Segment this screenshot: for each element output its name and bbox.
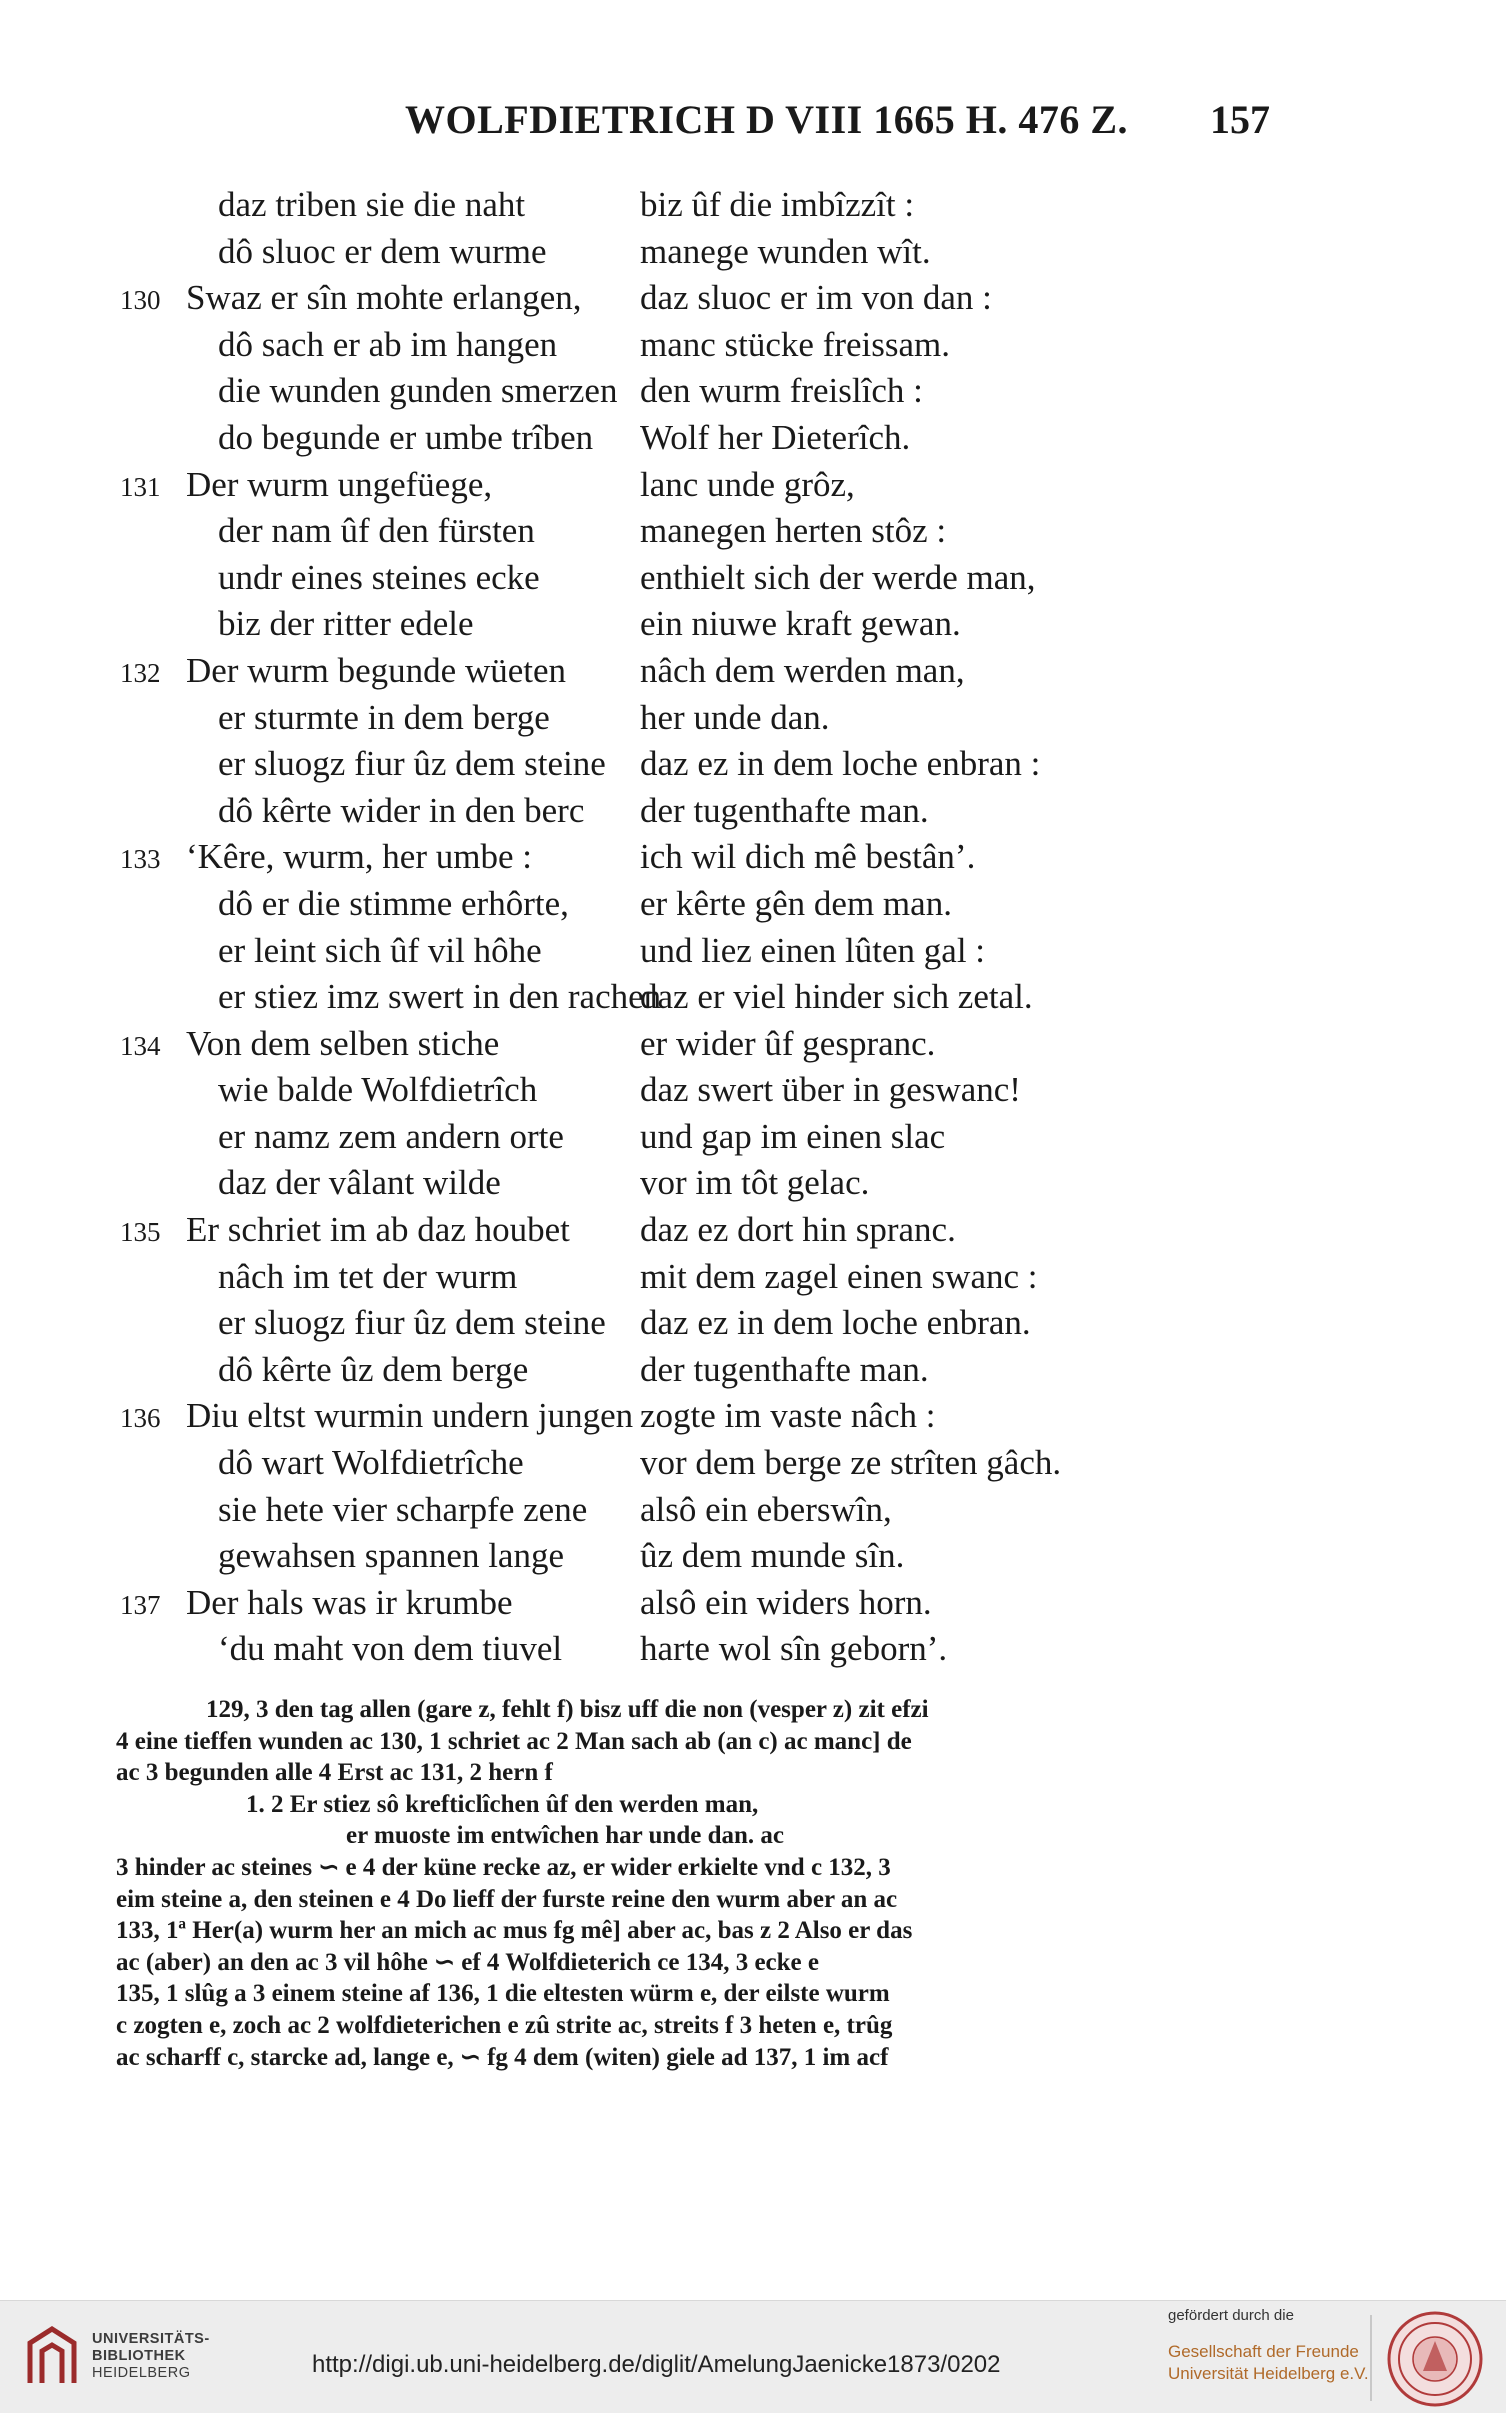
verse-second-half: daz swert über in geswanc! xyxy=(640,1070,1021,1110)
verse-second-half: alsô ein widers horn. xyxy=(640,1582,932,1622)
verse-second-half: mit dem zagel einen swanc : xyxy=(640,1256,1038,1296)
stanza-number: 136 xyxy=(120,1403,161,1434)
verse-second-half: lanc unde grôz, xyxy=(640,464,855,504)
verse-second-half: und gap im einen slac xyxy=(640,1116,946,1156)
verse-second-half: ich wil dich mê bestân’. xyxy=(640,837,976,877)
page-number: 157 xyxy=(1210,97,1270,142)
verse-first-half: biz der ritter edele xyxy=(218,604,474,644)
apparatus-line: 135, 1 slûg a 3 einem steine af 136, 1 die eltesten würm e, der eilste wurm xyxy=(116,1980,890,2008)
stanza-number: 135 xyxy=(120,1217,161,1248)
verse-line xyxy=(0,1254,1506,1301)
verse-line xyxy=(0,1440,1506,1487)
verse-second-half: nâch dem werden man, xyxy=(640,650,965,690)
verse-line xyxy=(0,555,1506,602)
verse-line xyxy=(0,1207,1506,1254)
verse-second-half: manc stücke freissam. xyxy=(640,324,951,364)
apparatus-line: ac (aber) an den ac 3 vil hôhe ∽ ef 4 Wolfdieterich ce 134, 3 ecke e xyxy=(116,1948,819,1976)
verse-first-half: undr eines steines ecke xyxy=(218,557,540,597)
verse-second-half: daz ez in dem loche enbran. xyxy=(640,1303,1031,1343)
verse-line xyxy=(0,462,1506,509)
verse-second-half: er kêrte gên dem man. xyxy=(640,883,952,923)
verse-first-half: Diu eltst wurmin undern jungen xyxy=(186,1396,634,1436)
verse-second-half: daz ez in dem loche enbran : xyxy=(640,744,1041,784)
verse-first-half: ‘Kêre, wurm, her umbe : xyxy=(186,837,532,877)
verse-first-half: nâch im tet der wurm xyxy=(218,1256,518,1296)
apparatus-line: c zogten e, zoch ac 2 wolfdieterichen e zû strite ac, streits f 3 heten e, trûg xyxy=(116,2011,893,2039)
funded-by-label: gefördert durch die xyxy=(1168,2307,1294,2324)
verse-first-half: Von dem selben stiche xyxy=(186,1023,500,1063)
verse-line xyxy=(0,1487,1506,1534)
verse-first-half: Der hals was ir krumbe xyxy=(186,1582,513,1622)
verse-line xyxy=(0,229,1506,276)
verse-first-half: er namz zem andern orte xyxy=(218,1116,564,1156)
verse-first-half: Swaz er sîn mohte erlangen, xyxy=(186,278,582,318)
verse-first-half: daz triben sie die naht xyxy=(218,185,526,224)
library-name: UNIVERSITÄTS- BIBLIOTHEK HEIDELBERG xyxy=(92,2331,210,2381)
verse-second-half: daz sluoc er im von dan : xyxy=(640,278,992,318)
verse-line xyxy=(0,1160,1506,1207)
verse-line xyxy=(0,1580,1506,1627)
verse-line xyxy=(0,275,1506,322)
verse-first-half: dô kêrte ûz dem berge xyxy=(218,1349,529,1389)
verse-line xyxy=(0,1067,1506,1114)
verse-second-half: vor im tôt gelac. xyxy=(640,1163,870,1203)
verse-line xyxy=(0,1300,1506,1347)
running-header xyxy=(120,96,1270,146)
verse-line xyxy=(0,1114,1506,1161)
verse-first-half: dô wart Wolfdietrîche xyxy=(218,1443,524,1483)
verse-line xyxy=(0,741,1506,788)
footer-bar xyxy=(0,2300,1506,2413)
apparatus-line: ac scharff c, starcke ad, lange e, ∽ fg 4 dem (witen) giele ad 137, 1 im acf xyxy=(116,2043,889,2071)
verse-first-half: dô er die stimme erhôrte, xyxy=(218,883,569,923)
verse-first-half: der nam ûf den fürsten xyxy=(218,511,535,551)
verse-second-half: alsô ein eberswîn, xyxy=(640,1489,892,1529)
verse-line xyxy=(0,928,1506,975)
verse-line xyxy=(0,508,1506,555)
apparatus-line: 3 hinder ac steines ∽ e 4 der küne recke az, er wider erkielte vnd c 132, 3 xyxy=(116,1853,891,1881)
critical-apparatus xyxy=(116,1694,1256,2073)
verse-second-half: her unde dan. xyxy=(640,697,830,737)
verse-second-half: harte wol sîn geborn’. xyxy=(640,1629,948,1669)
apparatus-line: eim steine a, den steinen e 4 Do lieff der furste reine den wurm aber an ac xyxy=(116,1885,898,1913)
verse-line xyxy=(0,1393,1506,1440)
stanza-number: 131 xyxy=(120,471,161,502)
verse-line xyxy=(0,648,1506,695)
verse-first-half: daz der vâlant wilde xyxy=(218,1163,501,1203)
verse-line xyxy=(0,1347,1506,1394)
verse-line xyxy=(0,974,1506,1021)
verse-first-half: wie balde Wolfdietrîch xyxy=(218,1070,538,1110)
verse-first-half: dô sluoc er dem wurme xyxy=(218,231,547,271)
stanza-number: 130 xyxy=(120,285,161,316)
verse-second-half: der tugenthafte man. xyxy=(640,1349,929,1389)
verse-second-half: daz er viel hinder sich zetal. xyxy=(640,977,1033,1017)
verse-line xyxy=(0,881,1506,928)
verse-first-half: er stiez imz swert in den rachen xyxy=(218,977,662,1017)
stanza-number: 132 xyxy=(120,657,161,688)
stanza-number: 137 xyxy=(120,1589,161,1620)
apparatus-line: 133, 1ª Her(a) wurm her an mich ac mus fg mê] aber ac, bas z 2 Also er das xyxy=(116,1917,913,1945)
verse-line xyxy=(0,368,1506,415)
library-logo-icon xyxy=(22,2323,84,2391)
verse-first-half: er sturmte in dem berge xyxy=(218,697,550,737)
verse-second-half: daz ez dort hin spranc. xyxy=(640,1210,956,1250)
university-seal-icon xyxy=(1385,2309,1485,2409)
verse-first-half: dô kêrte wider in den berc xyxy=(218,790,585,830)
verse-second-half: Wolf her Dieterîch. xyxy=(640,417,911,457)
verse-first-half: Der wurm begunde wüeten xyxy=(186,650,567,690)
apparatus-line: 1. 2 Er stiez sô krefticlîchen ûf den werden man, xyxy=(246,1790,759,1818)
verse-first-half: er sluogz fiur ûz dem steine xyxy=(218,744,606,784)
verse-first-half: er sluogz fiur ûz dem steine xyxy=(218,1303,606,1343)
verse-second-half: den wurm freislîch : xyxy=(640,371,923,411)
apparatus-line: 129, 3 den tag allen (gare z, fehlt f) bisz uff die non (vesper z) zit efzi xyxy=(206,1696,929,1723)
verse-second-half: vor dem berge ze strîten gâch. xyxy=(640,1443,1062,1483)
footer-divider xyxy=(1370,2315,1372,2401)
verse-line xyxy=(0,182,1506,229)
verse-second-half: ûz dem munde sîn. xyxy=(640,1536,905,1576)
verse-second-half: und liez einen lûten gal : xyxy=(640,930,986,970)
society-name: Gesellschaft der Freunde Universität Heidelberg e.V. xyxy=(1168,2342,1369,2383)
verse-first-half: er leint sich ûf vil hôhe xyxy=(218,930,542,970)
verse-second-half: der tugenthafte man. xyxy=(640,790,929,830)
verse-line xyxy=(0,322,1506,369)
verse-line xyxy=(0,1533,1506,1580)
verse-first-half: Er schriet im ab daz houbet xyxy=(186,1210,570,1250)
verse-second-half: er wider ûf gespranc. xyxy=(640,1023,936,1063)
verse-line xyxy=(0,788,1506,835)
apparatus-line: ac 3 begunden alle 4 Erst ac 131, 2 hern f xyxy=(116,1759,553,1787)
verse-text xyxy=(0,182,1506,1673)
verse-first-half: sie hete vier scharpfe zene xyxy=(218,1489,588,1529)
verse-second-half: enthielt sich der werde man, xyxy=(640,557,1036,597)
apparatus-line: er muoste im entwîchen har unde dan. ac xyxy=(346,1822,784,1850)
verse-second-half: ein niuwe kraft gewan. xyxy=(640,604,961,644)
verse-line xyxy=(0,695,1506,742)
verse-second-half: biz ûf die imbîzzît : xyxy=(640,185,915,224)
verse-line xyxy=(0,1021,1506,1068)
verse-first-half: ‘du maht von dem tiuvel xyxy=(218,1629,563,1669)
running-title: WOLFDIETRICH D VIII 1665 H. 476 Z. xyxy=(405,97,1129,142)
verse-first-half: do begunde er umbe trîben xyxy=(218,417,594,457)
verse-first-half: Der wurm ungefüege, xyxy=(186,464,493,504)
apparatus-line: 4 eine tieffen wunden ac 130, 1 schriet ac 2 Man sach ab (an c) ac manc] de xyxy=(116,1727,912,1755)
stanza-number: 134 xyxy=(120,1030,161,1061)
verse-line xyxy=(0,834,1506,881)
verse-first-half: dô sach er ab im hangen xyxy=(218,324,558,364)
verse-first-half: die wunden gunden smerzen xyxy=(218,371,618,411)
verse-line xyxy=(0,415,1506,462)
verse-first-half: gewahsen spannen lange xyxy=(218,1536,564,1576)
permalink-url[interactable]: http://digi.ub.uni-heidelberg.de/diglit/AmelungJaenicke1873/0202 xyxy=(312,2351,1001,2378)
verse-line xyxy=(0,601,1506,648)
verse-second-half: zogte im vaste nâch : xyxy=(640,1396,936,1436)
verse-second-half: manegen herten stôz : xyxy=(640,511,947,551)
verse-second-half: manege wunden wît. xyxy=(640,231,931,271)
verse-line xyxy=(0,1626,1506,1673)
stanza-number: 133 xyxy=(120,844,161,875)
